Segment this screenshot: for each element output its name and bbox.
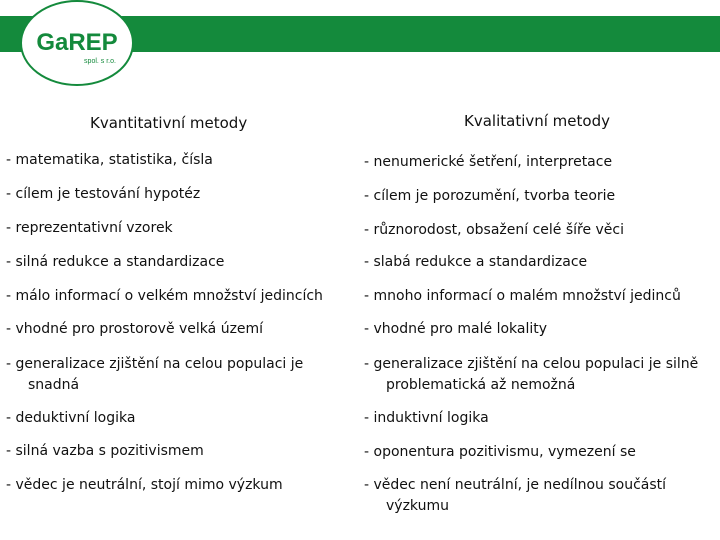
right-row-4: - slabá redukce a standardizace (364, 254, 588, 270)
right-row-10-line-1: - vědec není neutrální, je nedílnou součástí (364, 477, 667, 493)
logo-subtext: spol. s r.o. (84, 58, 116, 65)
left-row-7 (6, 354, 303, 396)
right-row-6: - vhodné pro malé lokality (364, 321, 548, 337)
right-row-7 (364, 354, 698, 396)
left-row-9: - silná vazba s pozitivismem (6, 443, 204, 459)
left-row-6: - vhodné pro prostorově velká území (6, 321, 264, 337)
left-row-7-line-1: - generalizace zjištění na celou populaci je (6, 356, 304, 372)
left-row-7-line-2: snadná (28, 377, 80, 393)
right-row-9: - oponentura pozitivismu, vymezení se (364, 444, 636, 460)
left-column-title: Kvantitativní metody (90, 114, 248, 132)
left-row-2: - cílem je testování hypotéz (6, 186, 201, 202)
right-row-1: - nenumerické šetření, interpretace (364, 154, 613, 170)
right-row-10 (364, 475, 666, 517)
left-row-8: - deduktivní logika (6, 410, 136, 426)
left-row-1: - matematika, statistika, čísla (6, 152, 213, 168)
right-row-10-line-2: výzkumu (386, 498, 449, 514)
left-row-10: - vědec je neutrální, stojí mimo výzkum (6, 477, 283, 493)
right-row-2: - cílem je porozumění, tvorba teorie (364, 188, 616, 204)
right-row-5: - mnoho informací o malém množství jedinců (364, 288, 681, 304)
right-row-7-line-1: - generalizace zjištění na celou populaci je silně (364, 356, 699, 372)
logo-text: GaREP (36, 29, 118, 56)
right-column-title: Kvalitativní metody (464, 112, 610, 130)
left-row-5: - málo informací o velkém množství jedincích (6, 288, 323, 304)
right-row-8: - induktivní logika (364, 410, 489, 426)
company-logo (20, 0, 134, 86)
right-row-7-line-2: problematická až nemožná (386, 377, 576, 393)
right-row-3: - různorodost, obsažení celé šíře věci (364, 222, 625, 238)
left-row-4: - silná redukce a standardizace (6, 254, 225, 270)
left-row-3: - reprezentativní vzorek (6, 220, 173, 236)
